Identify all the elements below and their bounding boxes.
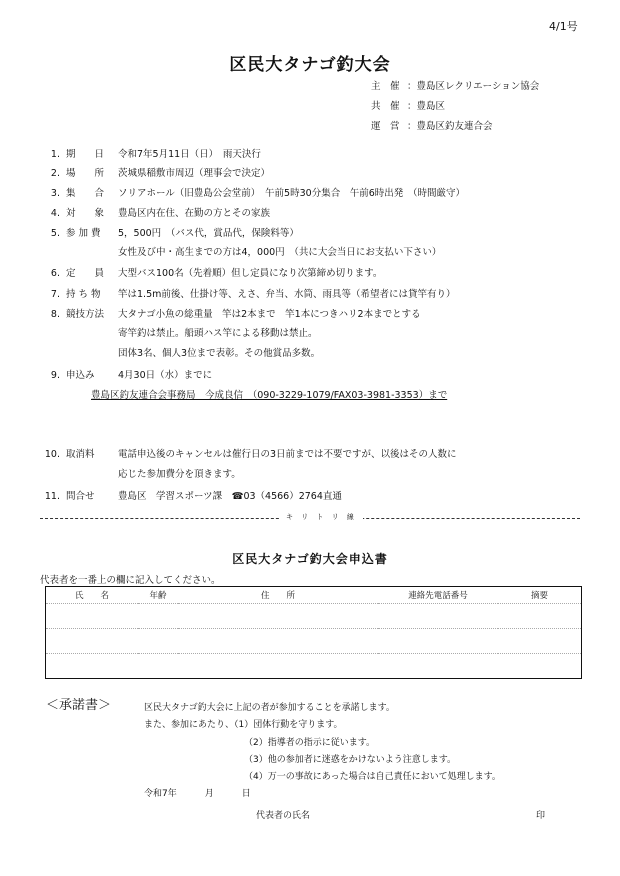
application-table (45, 586, 582, 679)
item-cancellation: 10. 取消料 電話申込後のキャンセルは催行日の3日前までは不要ですが、以後はその人数に (44, 449, 457, 460)
table-row (46, 604, 582, 629)
table-row (46, 629, 582, 654)
item-rules-line3: 団体3名、個人3位まで表彰。その他賞品多数。 (118, 348, 321, 359)
consent-line-4: （3）他の参加者に迷惑をかけないよう注意します。 (244, 755, 457, 765)
consent-line-2: また、参加にあたり、（1）団体行動を守ります。 (144, 720, 343, 730)
item-rules-line2: 寄竿釣は禁止。船頭ハス竿による移動は禁止。 (118, 328, 318, 339)
address-field[interactable] (178, 654, 378, 679)
sign-day: 日 (241, 789, 251, 799)
signature-date (144, 786, 279, 799)
address-field[interactable] (178, 604, 378, 629)
table-row (46, 654, 582, 679)
sign-month: 月 (204, 789, 214, 799)
page-title: 区民大タナゴ釣大会 (229, 55, 391, 75)
col-phone: 連絡先電話番号 (408, 591, 468, 601)
table-header-row (46, 587, 582, 604)
phone-field[interactable] (378, 654, 498, 679)
contact-info: 豊島区釣友連合会事務局 今成良信 （090-3229-1079/FAX03-3981-3353）まで (91, 390, 448, 401)
representative-name-label: 代表者の氏名 (256, 811, 311, 821)
organizer-cohost: 共 催 ：豊島区 (371, 101, 446, 112)
col-age: 年齢 (149, 591, 167, 601)
name-field[interactable] (46, 654, 139, 679)
cut-line (40, 512, 580, 524)
item-assembly: 3. 集 合 ソリアホール（旧豊島公会堂前） 午前5時30分集合 午前6時出発 （時間厳守） (50, 188, 465, 199)
item-fee: 5. 参 加 費 5，500円 （バス代，賞品代，保険料等） (50, 228, 299, 239)
age-field[interactable] (138, 654, 178, 679)
page-number: 4/1号 (549, 20, 578, 33)
organizer-operator: 運 営 ：豊島区釣友連合会 (371, 121, 493, 132)
address-field[interactable] (178, 629, 378, 654)
item-capacity: 6. 定 員 大型バス100名（先着順）但し定員になり次第締め切ります。 (50, 268, 383, 279)
remarks-field[interactable] (498, 629, 582, 654)
form-note: 代表者を一番上の欄に記入してください。 (40, 575, 221, 586)
organizer-host: 主 催 ：豊島区レクリエーション協会 (371, 81, 540, 92)
item-place: 2. 場 所 茨城県稲敷市周辺（理事会で決定） (50, 168, 271, 179)
cut-line-label: キ リ ト リ 線 (280, 512, 363, 522)
item-target: 4. 対 象 豊島区内在住、在勤の方とその家族 (50, 208, 271, 219)
col-name: 氏 名 (74, 591, 109, 601)
item-application: 9. 申込み 4月30日（水）までに (50, 370, 213, 381)
phone-field[interactable] (378, 629, 498, 654)
consent-line-5: （4）万一の事故にあった場合は自己責任において処理します。 (244, 772, 501, 782)
item-cancellation-line2: 応じた参加費分を頂きます。 (118, 469, 241, 480)
name-field[interactable] (46, 604, 139, 629)
item-rules: 8. 競技方法 大タナゴ小魚の総重量 竿は2本まで 竿1本につきハリ2本までとする (50, 309, 421, 320)
form-title: 区民大タナゴ釣大会申込書 (232, 552, 388, 566)
remarks-field[interactable] (498, 654, 582, 679)
age-field[interactable] (138, 629, 178, 654)
consent-line-1: 区民大タナゴ釣大会に上記の者が参加することを承諾します。 (144, 703, 395, 713)
sign-era: 令和7年 (144, 789, 177, 799)
age-field[interactable] (138, 604, 178, 629)
item-fee-line2: 女性及び中・高生までの方は4，000円 （共に大会当日にお支払い下さい） (118, 247, 442, 258)
name-field[interactable] (46, 629, 139, 654)
seal-mark: 印 (536, 811, 546, 821)
item-date: 1. 期 日 令和7年5月11日（日） 雨天決行 (50, 149, 261, 160)
col-remarks: 摘要 (530, 591, 548, 601)
item-belongings: 7. 持 ち 物 竿は1.5m前後、仕掛け等、えさ、弁当、水筒、雨具等（希望者には貸竿有り） (50, 289, 456, 300)
consent-line-3: （2）指導者の指示に従います。 (244, 738, 376, 748)
col-address: 住 所 (260, 591, 295, 601)
consent-heading: ＜承諾書＞ (46, 698, 112, 713)
phone-field[interactable] (378, 604, 498, 629)
remarks-field[interactable] (498, 604, 582, 629)
item-inquiry: 11. 問合せ 豊島区 学習スポーツ課 ☎03（4566）2764直通 (44, 491, 342, 502)
